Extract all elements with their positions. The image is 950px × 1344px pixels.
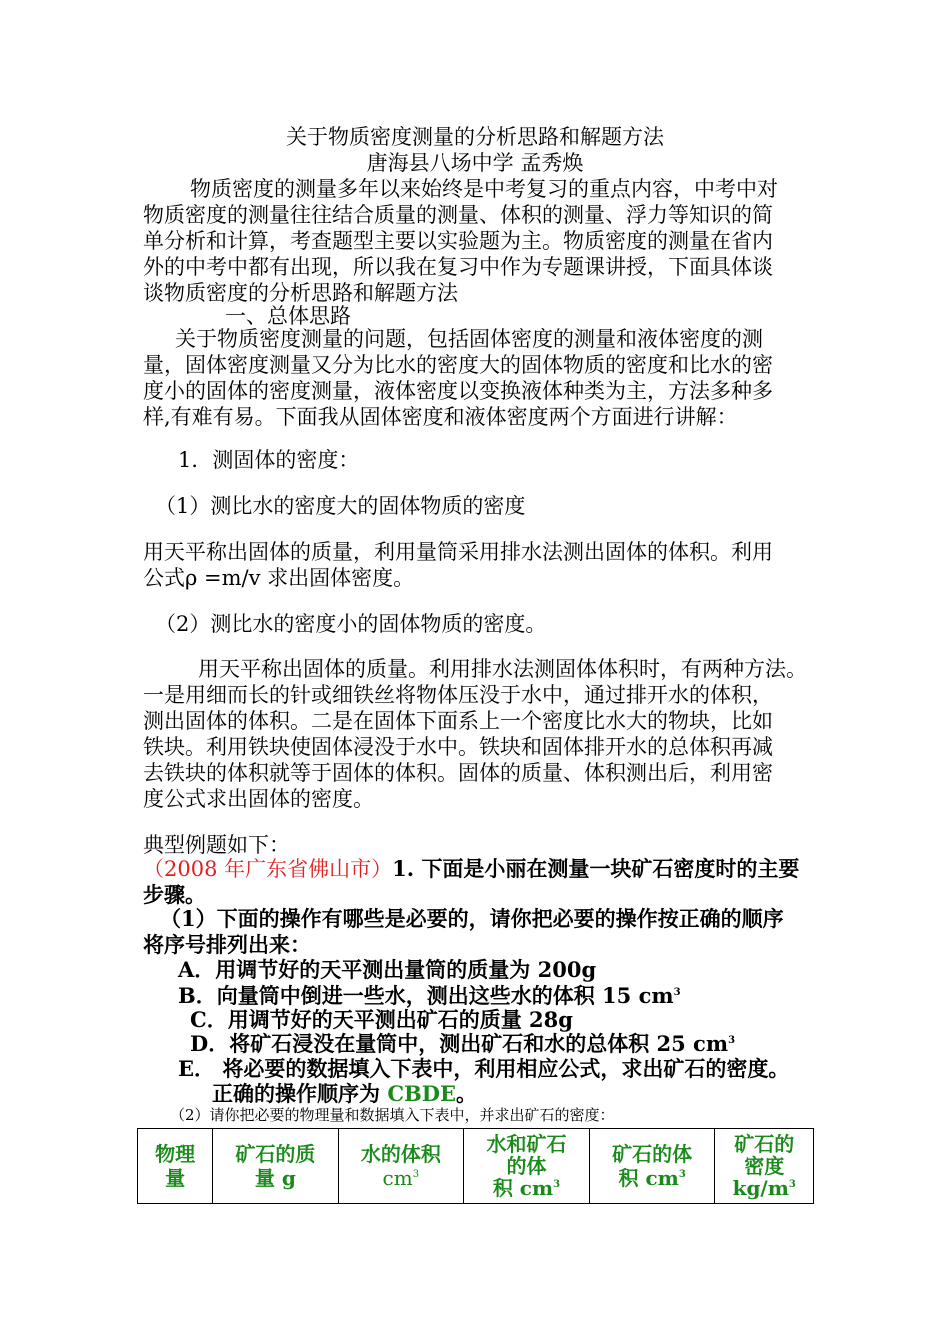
example-question [143, 856, 799, 882]
author-line: 唐海县八场中学 孟秀焕 [366, 151, 584, 175]
part2-line: （2）请你把必要的物理量和数据填入下表中，并求出矿石的密度： [170, 1106, 615, 1124]
part1-line: 将序号排列出来： [143, 932, 311, 957]
step-e: E． 将必要的数据填入下表中，利用相应公式，求出矿石的密度。 [178, 1056, 790, 1081]
paragraph-line: 铁块。利用铁块使固体浸没于水中。铁块和固体排开水的总体积再减 [143, 735, 773, 759]
part1-line: （1）下面的操作有哪些是必要的，请你把必要的操作按正确的顺序 [160, 906, 784, 931]
step-b: B．向量筒中倒进一些水，测出这些水的体积 15 $cm^3$ [178, 983, 681, 1008]
overview-line: 样,有难有易。下面我从固体密度和液体密度两个方面进行讲解： [143, 405, 738, 429]
table-header-cell: 物理 量 [138, 1129, 213, 1204]
answer-line: 正确的操作顺序为 CBDE。 [212, 1081, 477, 1106]
step-d: D．将矿石浸没在量筒中，测出矿石和水的总体积 25 $cm^3$ [190, 1031, 736, 1056]
intro-line: 谈物质密度的分析思路和解题方法 [143, 281, 458, 305]
paragraph-line: 一是用细而长的针或细铁丝将物体压没于水中，通过排开水的体积， [143, 683, 773, 707]
table-header-cell: 矿石的 密度 $kg/m^3$ [715, 1129, 814, 1204]
question-line: 步骤。 [143, 882, 206, 907]
overview-line: 关于物质密度测量的问题，包括固体密度的测量和液体密度的测 [175, 327, 763, 351]
intro-line: 物质密度的测量往往结合质量的测量、体积的测量、浮力等知识的简 [143, 203, 773, 227]
paragraph-line: 去铁块的体积就等于固体的体积。固体的质量、体积测出后，利用密 [143, 761, 773, 785]
step-c: C．用调节好的天平测出矿石的质量 28g [190, 1007, 573, 1032]
answer-value: CBDE [387, 1081, 456, 1106]
example-source: （2008 年广东省佛山市） [143, 857, 393, 881]
step-a: A．用调节好的天平测出量筒的质量为 200g [178, 957, 597, 982]
table-header-cell: 水的体积 $cm^3$ [338, 1129, 464, 1204]
table-header-cell: 矿石的体 积 $cm^3$ [589, 1129, 715, 1204]
paragraph-line: 用天平称出固体的质量，利用量筒采用排水法测出固体的体积。利用 [143, 540, 773, 564]
subsection-heading: （2）测比水的密度小的固体物质的密度。 [155, 612, 547, 636]
table-header-cell: 水和矿石 的体 积 $cm^3$ [464, 1129, 590, 1204]
overview-line: 量，固体密度测量又分为比水的密度大的固体物质的密度和比水的密 [143, 353, 773, 377]
paragraph-line: 度公式求出固体的密度。 [143, 787, 374, 811]
paragraph-line: 用天平称出固体的质量。利用排水法测固体体积时，有两种方法。 [198, 657, 807, 681]
overview-line: 度小的固体的密度测量，液体密度以变换液体种类为主，方法多种多 [143, 379, 773, 403]
intro-line: 单分析和计算，考查题型主要以实验题为主。物质密度的测量在省内 [143, 229, 773, 253]
document-title: 关于物质密度测量的分析思路和解题方法 [286, 125, 664, 149]
paragraph-line: 测出固体的体积。二是在固体下面系上一个密度比水大的物块，比如 [143, 709, 773, 733]
subheading-solid-density: 1．测固体的密度： [178, 448, 360, 472]
section-heading: 一、总体思路 [225, 304, 351, 328]
question-text: 1. 下面是小丽在测量一块矿石密度时的主要 [392, 856, 800, 881]
data-table [137, 1128, 814, 1204]
paragraph-line: 公式ρ =m/v 求出固体密度。 [143, 566, 415, 590]
intro-line: 物质密度的测量多年以来始终是中考复习的重点内容，中考中对 [190, 177, 778, 201]
intro-line: 外的中考中都有出现，所以我在复习中作为专题课讲授，下面具体谈 [143, 255, 773, 279]
subsection-heading: （1）测比水的密度大的固体物质的密度 [155, 494, 526, 518]
table-header-cell: 矿石的质 量 g [213, 1129, 338, 1204]
table-header-row [138, 1129, 814, 1204]
examples-heading: 典型例题如下： [143, 833, 290, 857]
